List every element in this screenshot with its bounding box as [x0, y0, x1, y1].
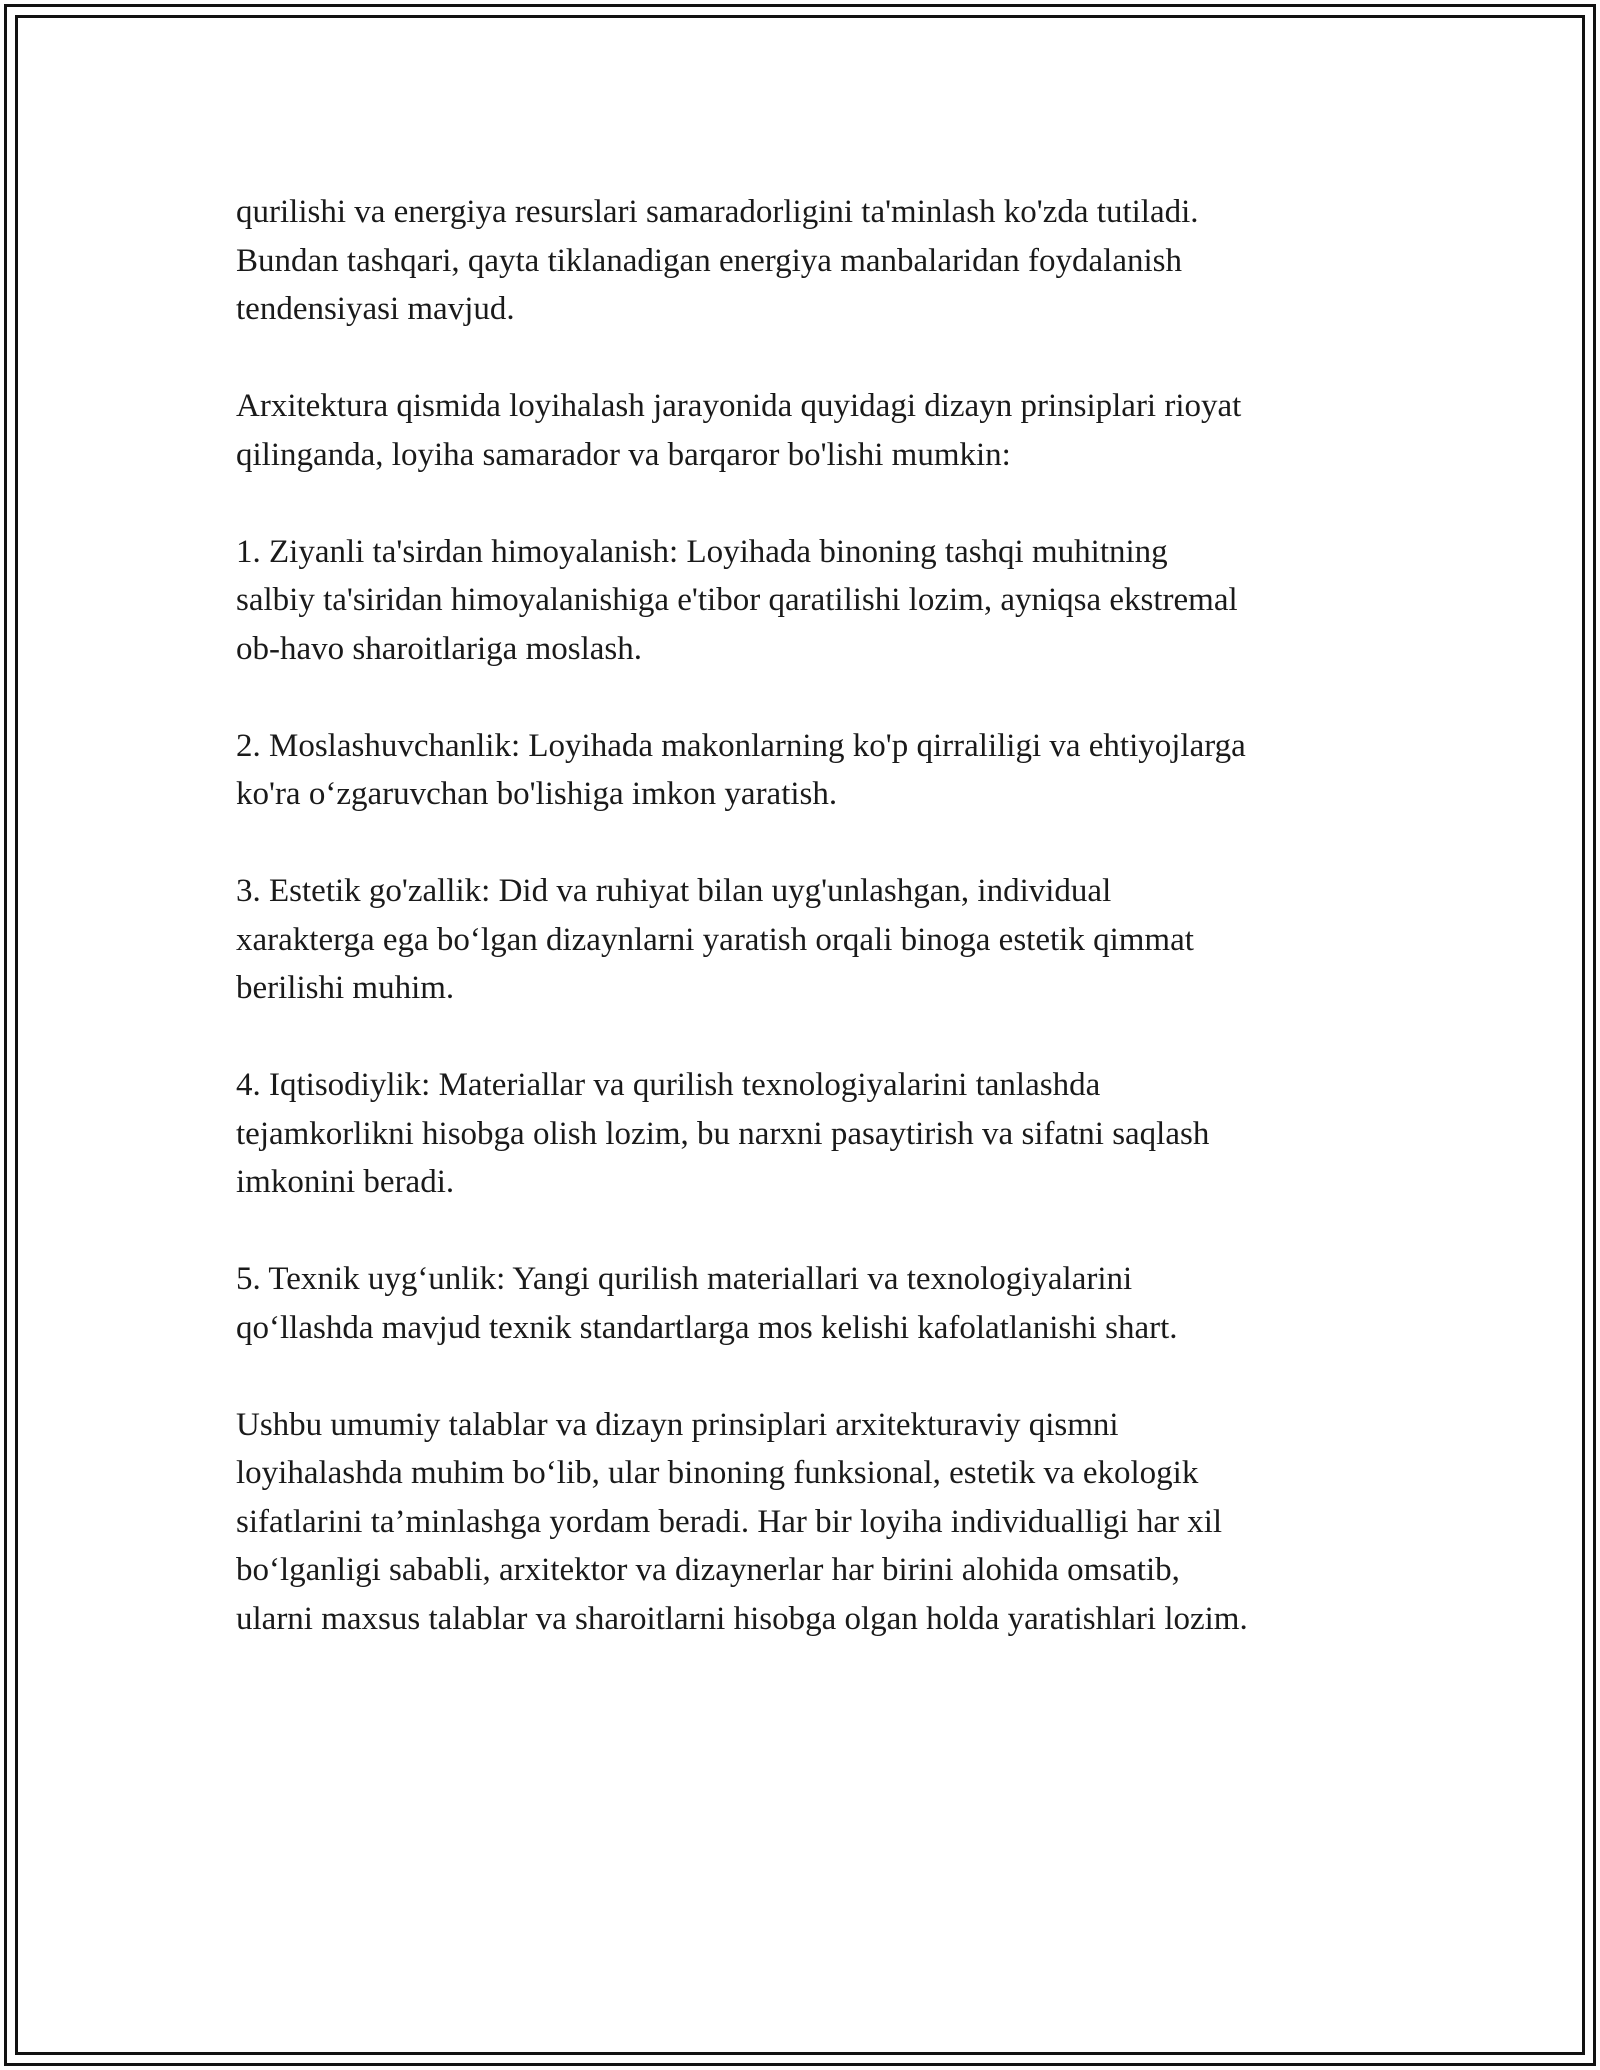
- list-item-principle-4: [236, 1061, 1396, 1207]
- list-item-principle-1: [236, 528, 1396, 674]
- text-line: qo‘llashda mavjud texnik standartlarga mos kelishi kafolatlanishi shart.: [236, 1309, 1178, 1346]
- list-item-principle-3: [236, 867, 1396, 1013]
- text-line: ob-havo sharoitlariga moslash.: [236, 630, 642, 667]
- text-line: tejamkorlikni hisobga olish lozim, bu narxni pasaytirish va sifatni saqlash: [236, 1115, 1210, 1152]
- text-line: imkonini beradi.: [236, 1164, 455, 1200]
- text-line: 1. Ziyanli ta'sirdan himoyalanish: Loyihada binoning tashqi muhitning: [236, 533, 1168, 570]
- text-line: tendensiyasi mavjud.: [236, 291, 515, 327]
- text-line: 2. Moslashuvchanlik: Loyihada makonlarning ko'p qirraliligi va ehtiyojlarga: [236, 727, 1246, 764]
- text-line: Bundan tashqari, qayta tiklanadigan energiya manbalaridan foydalanish: [236, 242, 1182, 279]
- list-item-principle-2: [236, 722, 1396, 819]
- text-line: 5. Texnik uyg‘unlik: Yangi qurilish materiallari va texnologiyalarini: [236, 1261, 1133, 1297]
- text-line: ularni maxsus talablar va sharoitlarni hisobga olgan holda yaratishlari lozim.: [236, 1600, 1248, 1637]
- paragraph-conclusion: [236, 1401, 1396, 1644]
- text-line: ko'ra o‘zgaruvchan bo'lishiga imkon yaratish.: [236, 776, 838, 812]
- text-line: qilinganda, loyiha samarador va barqaror bo'lishi mumkin:: [236, 436, 1011, 473]
- text-line: 4. Iqtisodiylik: Materiallar va qurilish texnologiyalarini tanlashda: [236, 1067, 1101, 1103]
- document-body: [236, 188, 1396, 1643]
- text-line: Ushbu umumiy talablar va dizayn prinsiplari arxitekturaviy qismni: [236, 1406, 1119, 1443]
- text-line: 3. Estetik go'zallik: Did va ruhiyat bilan uyg'unlashgan, individual: [236, 873, 1112, 909]
- text-line: qurilishi va energiya resurslari samaradorligini ta'minlash ko'zda tutiladi.: [236, 194, 1199, 230]
- paragraph-intro-continuation: [236, 188, 1396, 334]
- text-line: loyihalashda muhim bo‘lib, ular binoning funksional, estetik va ekologik: [236, 1455, 1199, 1491]
- text-line: berilishi muhim.: [236, 970, 455, 1006]
- text-line: Arxitektura qismida loyihalash jarayonida quyidagi dizayn prinsiplari rioyat: [236, 388, 1242, 424]
- text-line: sifatlarini ta’minlashga yordam beradi. Har bir loyiha individualligi har xil: [236, 1503, 1223, 1540]
- list-item-principle-5: [236, 1255, 1396, 1352]
- text-line: xarakterga ega bo‘lgan dizaynlarni yaratish orqali binoga estetik qimmat: [236, 921, 1194, 958]
- paragraph-principles-intro: [236, 382, 1396, 479]
- text-line: bo‘lganligi sababli, arxitektor va dizaynerlar har birini alohida omsatib,: [236, 1552, 1180, 1588]
- text-line: salbiy ta'siridan himoyalanishiga e'tibor qaratilishi lozim, ayniqsa ekstremal: [236, 582, 1238, 618]
